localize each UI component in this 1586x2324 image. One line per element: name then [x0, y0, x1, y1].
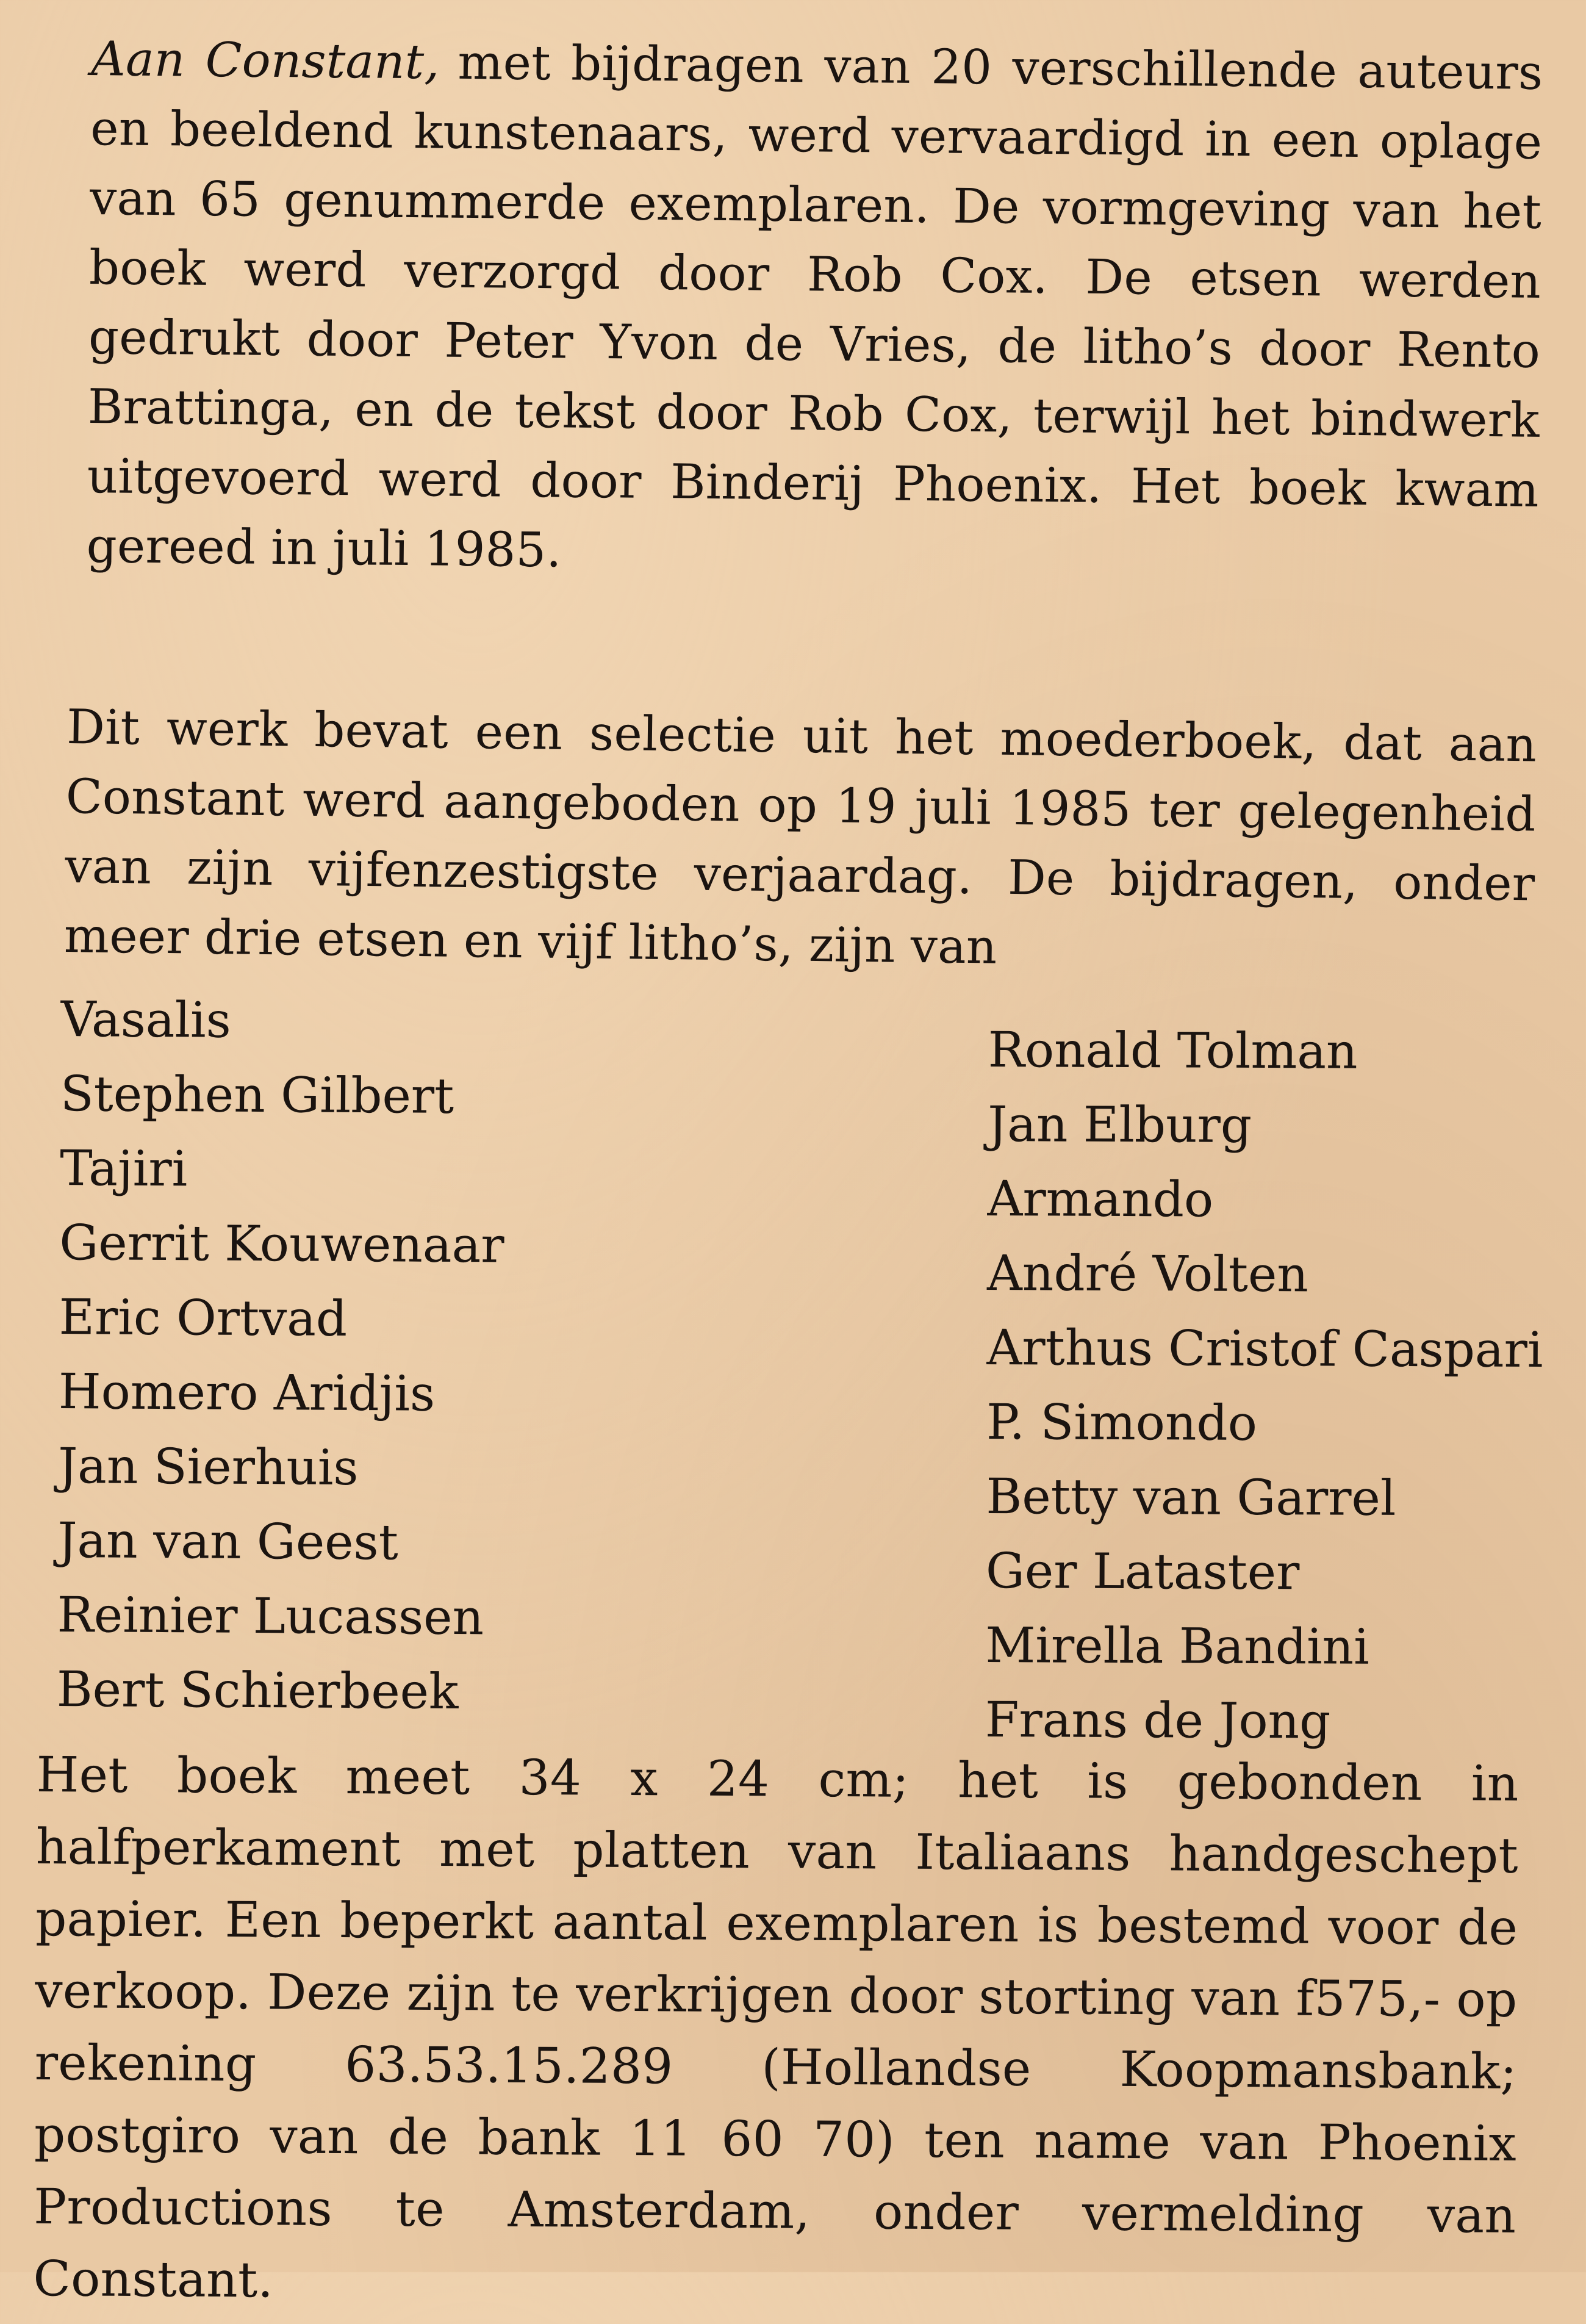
contributors-left-column [57, 982, 506, 1729]
contributor-name: Gerrit Kouwenaar [59, 1214, 504, 1274]
contributor-name: André Volten [986, 1244, 1309, 1303]
contributor-name: Frans de Jong [985, 1691, 1331, 1750]
contributor-name: Bert Schierbeek [56, 1660, 459, 1721]
contributors-right-column [985, 1013, 1545, 1760]
colophon-text: met bijdragen van 20 verschillende auteurs en beeldend kunstenaars, werd vervaardigd in een oplage van 65 genummerde exemplaren. De vormgeving van het boek werd verzorgd door Rob Cox. De etsen werden gedrukt door Peter Yvon de Vries, de litho’s door Rento Brattinga, en de tekst door Rob Cox, terwijl het bindwerk uitgevoerd werd door Binderij Phoenix. Het boek kwam gereed in juli 1985. [86, 35, 1543, 578]
contributor-name: Vasalis [60, 990, 232, 1049]
contributor-name: Ronald Tolman [988, 1021, 1358, 1080]
book-title-lead: Aan Constant, [91, 31, 440, 90]
contributor-name: Jan Elburg [988, 1095, 1252, 1154]
purchase-details-paragraph: Het boek meet 34 x 24 cm; het is gebonden in halfperkament met platten van Italiaans handgeschept papier. Een beperkt aantal exemplaren is bestemd voor de verkoop. Deze zijn te verkrijgen door storting van f575,- op rekening 63.53.15.289 (Hollandse Koopmansbank; postgiro van de bank 11 60 70) ten name van Phoenix Productions te Amsterdam, onder vermelding van Constant. [33, 1746, 1519, 2309]
contributor-name: Armando [987, 1170, 1214, 1228]
contributor-name: Jan Sierhuis [57, 1437, 359, 1496]
selection-paragraph: Dit werk bevat een selectie uit het moederboek, dat aan Constant werd aangeboden op 19 juli 1985 ter gelegenheid van zijn vijfenzestigste verjaardag. De bijdragen, onder meer drie etsen en vijf litho’s, zijn van [63, 699, 1537, 975]
contributor-name: Mirella Bandini [985, 1616, 1369, 1675]
contributor-name: Betty van Garrel [986, 1467, 1396, 1527]
contributor-name: Tajiri [59, 1139, 188, 1198]
contributor-name: Homero Aridjis [58, 1362, 436, 1422]
contributor-name: P. Simondo [986, 1393, 1258, 1452]
colophon-paragraph [86, 24, 1543, 595]
contributor-name: Jan van Geest [57, 1511, 399, 1571]
contributor-name: Stephen Gilbert [60, 1065, 454, 1124]
contributor-name: Reinier Lucassen [57, 1586, 484, 1646]
contributor-name: Arthus Cristof Caspari [986, 1318, 1543, 1378]
contributor-name: Ger Lataster [985, 1542, 1300, 1601]
contributor-name: Eric Ortvad [59, 1288, 348, 1347]
